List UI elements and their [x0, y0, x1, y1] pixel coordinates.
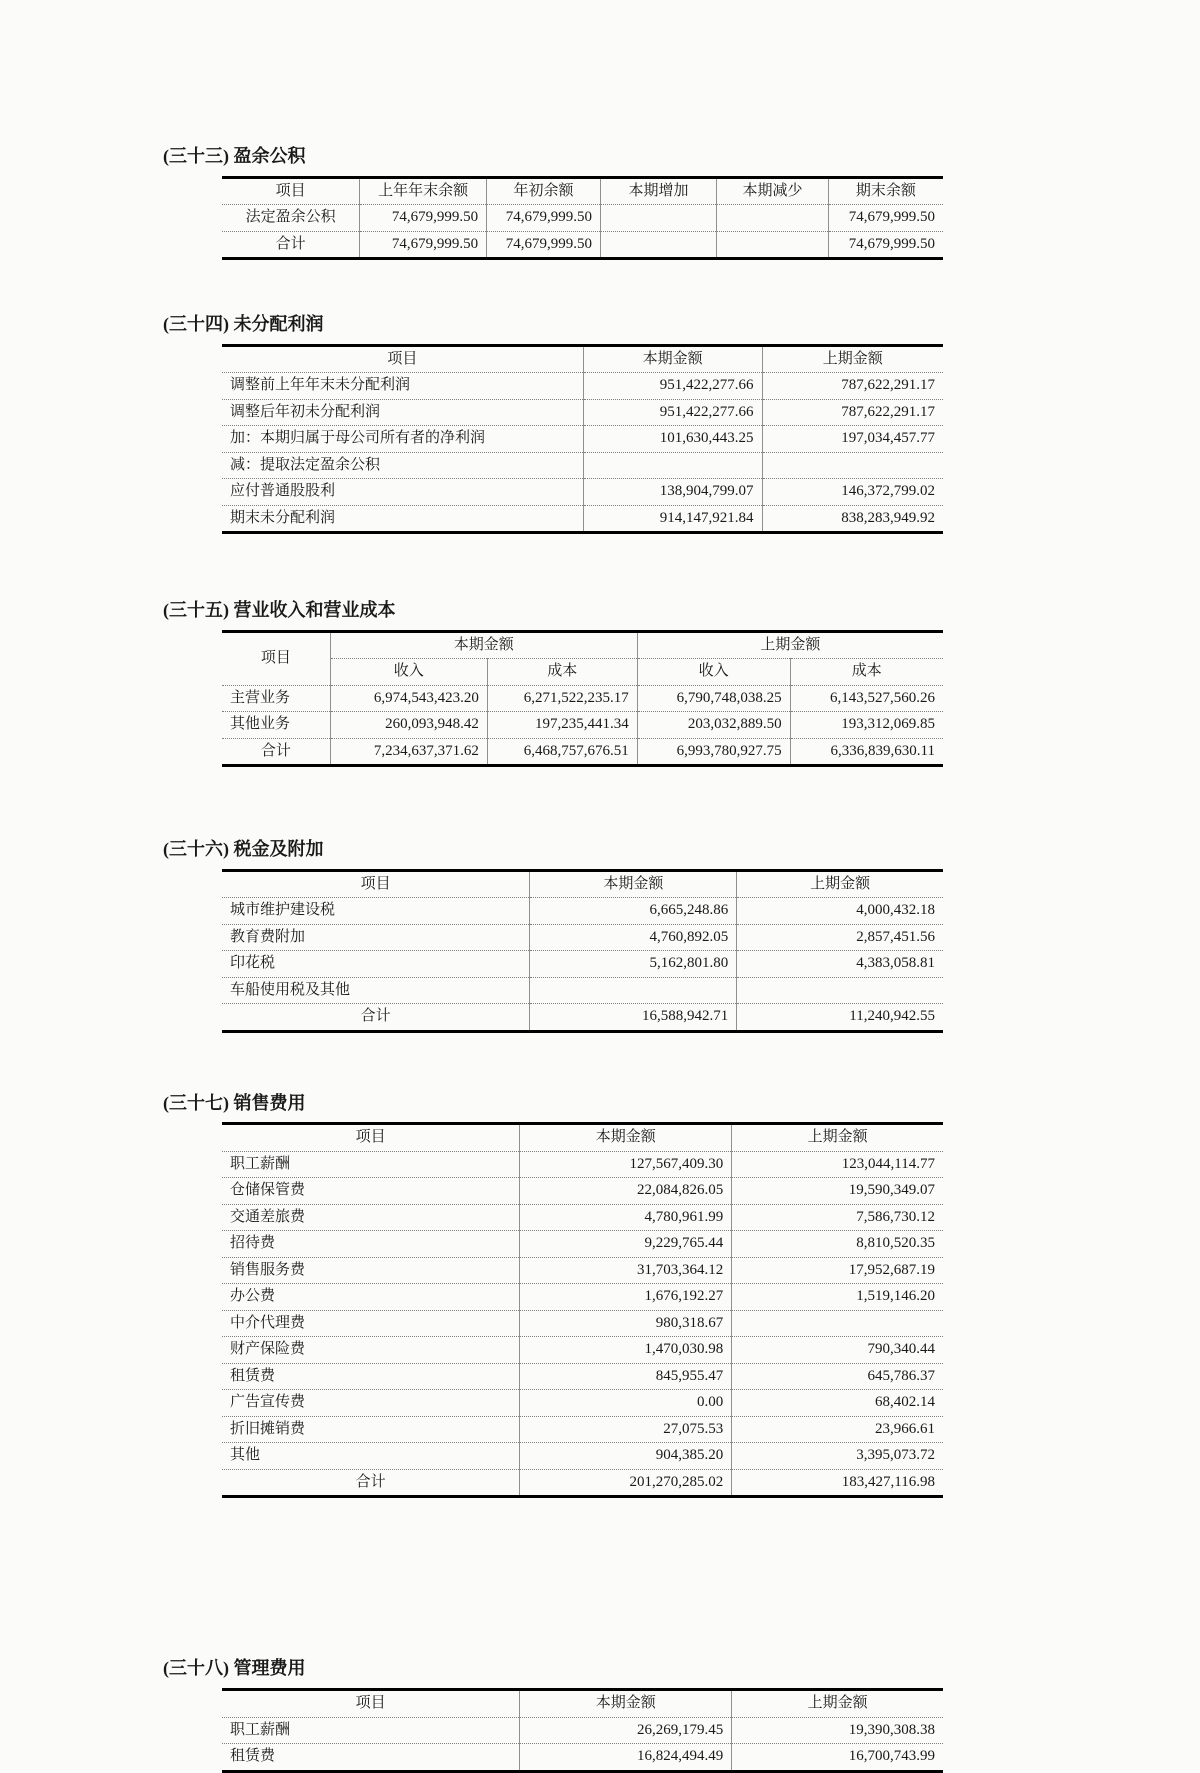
table-row: [222, 977, 943, 1004]
amount-cell: 8,810,520.35: [732, 1231, 943, 1258]
amount-cell: 27,075.53: [520, 1416, 732, 1443]
section-revenue-cost: [163, 600, 945, 767]
table-row: [222, 1443, 943, 1470]
amount-cell: [601, 231, 717, 259]
undistributed-profit-table: [222, 344, 943, 535]
amount-cell: 6,271,522,235.17: [487, 685, 637, 712]
table-row: [222, 1178, 943, 1205]
column-header: 项目: [222, 345, 583, 373]
amount-cell: 1,470,030.98: [520, 1337, 732, 1364]
amount-cell: 980,318.67: [520, 1310, 732, 1337]
column-header: 上期金额: [760, 636, 821, 653]
column-header: 本期增加: [601, 177, 717, 205]
amount-cell: 101,630,443.25: [583, 426, 762, 453]
header-row: [222, 659, 943, 686]
table-row: [222, 399, 943, 426]
section-taxes-surcharges: [163, 839, 945, 1033]
section-heading: (三十七) 销售费用: [163, 1092, 306, 1113]
amount-cell: 6,143,527,560.26: [790, 685, 943, 712]
table-row: [222, 951, 943, 978]
amount-cell: 5,162,801.80: [530, 951, 737, 978]
table-row: [222, 426, 943, 453]
column-header: 成本: [790, 659, 943, 686]
amount-cell: 2,857,451.56: [737, 924, 943, 951]
amount-cell: 6,974,543,423.20: [330, 685, 487, 712]
table-row: [222, 738, 943, 766]
row-label: 租赁费: [222, 1744, 520, 1772]
section-undistributed-profit: [163, 314, 945, 534]
admin-expenses-table: [222, 1688, 943, 1773]
amount-cell: 787,622,291.17: [762, 399, 943, 426]
document-page: [163, 146, 945, 1773]
section-selling-expenses: [163, 1093, 945, 1499]
column-header: 本期金额: [530, 870, 737, 898]
table-row: [222, 1257, 943, 1284]
row-label: 交通差旅费: [222, 1204, 520, 1231]
amount-cell: 914,147,921.84: [583, 505, 762, 533]
amount-cell: 4,760,892.05: [530, 924, 737, 951]
amount-cell: 22,084,826.05: [520, 1178, 732, 1205]
amount-cell: 1,676,192.27: [520, 1284, 732, 1311]
amount-cell: 74,679,999.50: [828, 231, 943, 259]
table-row: [222, 1337, 943, 1364]
amount-cell: 1,519,146.20: [732, 1284, 943, 1311]
amount-cell: [717, 205, 829, 232]
table-row: [222, 479, 943, 506]
amount-cell: 6,468,757,676.51: [487, 738, 637, 766]
amount-cell: 645,786.37: [732, 1363, 943, 1390]
table-row: [222, 505, 943, 533]
amount-cell: 951,422,277.66: [583, 399, 762, 426]
column-header: 期末余额: [855, 182, 916, 199]
amount-cell: 74,679,999.50: [487, 205, 601, 232]
column-header: 项目: [222, 1690, 520, 1718]
table-row: [222, 1390, 943, 1417]
table-row: [222, 1151, 943, 1178]
amount-cell: 123,044,114.77: [732, 1151, 943, 1178]
column-header: 本期减少: [717, 177, 829, 205]
amount-cell: [601, 205, 717, 232]
table-row: [222, 898, 943, 925]
header-row: [222, 631, 943, 659]
selling-expenses-table: [222, 1122, 943, 1498]
row-label: 租赁费: [222, 1363, 520, 1390]
row-label: 合计: [222, 1004, 530, 1032]
amount-cell: 19,590,349.07: [732, 1178, 943, 1205]
amount-cell: 4,000,432.18: [737, 898, 943, 925]
section-heading: (三十八) 管理费用: [163, 1658, 306, 1679]
column-header: 年初余额: [487, 177, 601, 205]
section-heading: (三十三) 盈余公积: [163, 146, 306, 166]
column-header: 本期金额: [330, 631, 637, 659]
amount-cell: 193,312,069.85: [790, 712, 943, 739]
section-surplus-reserve: [163, 146, 945, 260]
amount-cell: 127,567,409.30: [520, 1151, 732, 1178]
amount-cell: 16,588,942.71: [530, 1004, 737, 1032]
table-row: [222, 1744, 943, 1772]
table-row: [222, 1284, 943, 1311]
amount-cell: 951,422,277.66: [583, 373, 762, 400]
header-row: [222, 345, 943, 373]
header-row: [222, 870, 943, 898]
amount-cell: 9,229,765.44: [520, 1231, 732, 1258]
row-label: 职工薪酬: [222, 1717, 520, 1744]
amount-cell: 11,240,942.55: [737, 1004, 943, 1032]
row-label: 合计: [222, 1469, 520, 1497]
row-label: 合计: [222, 231, 360, 259]
table-row: [222, 685, 943, 712]
section-heading: (三十六) 税金及附加: [163, 839, 324, 860]
amount-cell: [530, 977, 737, 1004]
amount-cell: 138,904,799.07: [583, 479, 762, 506]
amount-cell: 7,586,730.12: [732, 1204, 943, 1231]
table-row: [222, 1004, 943, 1032]
amount-cell: 197,235,441.34: [487, 712, 637, 739]
header-row: [222, 1690, 943, 1718]
amount-cell: [717, 231, 829, 259]
amount-cell: 845,955.47: [520, 1363, 732, 1390]
amount-cell: 260,093,948.42: [330, 712, 487, 739]
amount-cell: 17,952,687.19: [732, 1257, 943, 1284]
column-header: 项目: [222, 631, 330, 685]
amount-cell: 6,336,839,630.11: [790, 738, 943, 766]
table-row: [222, 231, 943, 259]
table-row: [222, 1231, 943, 1258]
amount-cell: 3,395,073.72: [732, 1443, 943, 1470]
column-header: 成本: [487, 659, 637, 686]
row-label: 期末未分配利润: [222, 505, 583, 533]
table-row: [222, 373, 943, 400]
column-header: 本期金额: [520, 1690, 732, 1718]
row-label: 应付普通股股利: [222, 479, 583, 506]
row-label: 合计: [222, 738, 330, 766]
amount-cell: 68,402.14: [732, 1390, 943, 1417]
column-header: 项目: [222, 1124, 520, 1152]
table-row: [222, 205, 943, 232]
row-label: 折旧摊销费: [222, 1416, 520, 1443]
row-label: 法定盈余公积: [222, 205, 360, 232]
amount-cell: 790,340.44: [732, 1337, 943, 1364]
taxes-surcharges-table: [222, 869, 943, 1033]
row-label: 教育费附加: [222, 924, 530, 951]
amount-cell: [737, 977, 943, 1004]
header-row: [222, 1124, 943, 1152]
amount-cell: 16,824,494.49: [520, 1744, 732, 1772]
amount-cell: 6,993,780,927.75: [637, 738, 790, 766]
row-label: 加：本期归属于母公司所有者的净利润: [222, 426, 583, 453]
column-header: 收入: [330, 659, 487, 686]
row-label: 财产保险费: [222, 1337, 520, 1364]
row-label: 招待费: [222, 1231, 520, 1258]
amount-cell: 26,269,179.45: [520, 1717, 732, 1744]
column-header: 上期金额: [810, 875, 871, 892]
amount-cell: 74,679,999.50: [360, 231, 487, 259]
amount-cell: 838,283,949.92: [762, 505, 943, 533]
amount-cell: 6,790,748,038.25: [637, 685, 790, 712]
revenue-cost-table: [222, 630, 943, 768]
table-row: [222, 712, 943, 739]
table-row: [222, 452, 943, 479]
row-label: 其他业务: [222, 712, 330, 739]
amount-cell: 146,372,799.02: [762, 479, 943, 506]
amount-cell: 0.00: [520, 1390, 732, 1417]
amount-cell: 197,034,457.77: [762, 426, 943, 453]
table-row: [222, 1204, 943, 1231]
table-row: [222, 924, 943, 951]
surplus-reserve-table: [222, 176, 943, 261]
column-header: 收入: [637, 659, 790, 686]
amount-cell: 31,703,364.12: [520, 1257, 732, 1284]
section-heading: (三十五) 营业收入和营业成本: [163, 600, 396, 621]
column-header: 上期金额: [807, 1129, 868, 1146]
table-row: [222, 1310, 943, 1337]
amount-cell: 74,679,999.50: [360, 205, 487, 232]
amount-cell: 74,679,999.50: [487, 231, 601, 259]
amount-cell: 74,679,999.50: [828, 205, 943, 232]
amount-cell: 787,622,291.17: [762, 373, 943, 400]
column-header: 上期金额: [807, 1695, 868, 1712]
amount-cell: 201,270,285.02: [520, 1469, 732, 1497]
amount-cell: 203,032,889.50: [637, 712, 790, 739]
row-label: 销售服务费: [222, 1257, 520, 1284]
table-row: [222, 1469, 943, 1497]
row-label: 印花税: [222, 951, 530, 978]
row-label: 主营业务: [222, 685, 330, 712]
column-header: 本期金额: [583, 345, 762, 373]
row-label: 其他: [222, 1443, 520, 1470]
column-header: 项目: [222, 177, 360, 205]
amount-cell: [762, 452, 943, 479]
table-row: [222, 1416, 943, 1443]
column-header: 上年年末余额: [360, 177, 487, 205]
row-label: 办公费: [222, 1284, 520, 1311]
amount-cell: 16,700,743.99: [732, 1744, 943, 1772]
amount-cell: 7,234,637,371.62: [330, 738, 487, 766]
amount-cell: [583, 452, 762, 479]
column-header: 本期金额: [520, 1124, 732, 1152]
row-label: 车船使用税及其他: [222, 977, 530, 1004]
amount-cell: 4,780,961.99: [520, 1204, 732, 1231]
row-label: 职工薪酬: [222, 1151, 520, 1178]
table-row: [222, 1363, 943, 1390]
header-row: [222, 177, 943, 205]
section-heading: (三十四) 未分配利润: [163, 314, 324, 335]
amount-cell: 904,385.20: [520, 1443, 732, 1470]
row-label: 减：提取法定盈余公积: [222, 452, 583, 479]
row-label: 广告宣传费: [222, 1390, 520, 1417]
amount-cell: 23,966.61: [732, 1416, 943, 1443]
amount-cell: 183,427,116.98: [732, 1469, 943, 1497]
amount-cell: 6,665,248.86: [530, 898, 737, 925]
row-label: 调整后年初未分配利润: [222, 399, 583, 426]
amount-cell: 4,383,058.81: [737, 951, 943, 978]
row-label: 城市维护建设税: [222, 898, 530, 925]
section-admin-expenses: [163, 1658, 945, 1772]
row-label: 调整前上年年末未分配利润: [222, 373, 583, 400]
row-label: 中介代理费: [222, 1310, 520, 1337]
column-header: 上期金额: [822, 350, 883, 367]
row-label: 仓储保管费: [222, 1178, 520, 1205]
table-row: [222, 1717, 943, 1744]
amount-cell: [732, 1310, 943, 1337]
column-header: 项目: [222, 870, 530, 898]
amount-cell: 19,390,308.38: [732, 1717, 943, 1744]
